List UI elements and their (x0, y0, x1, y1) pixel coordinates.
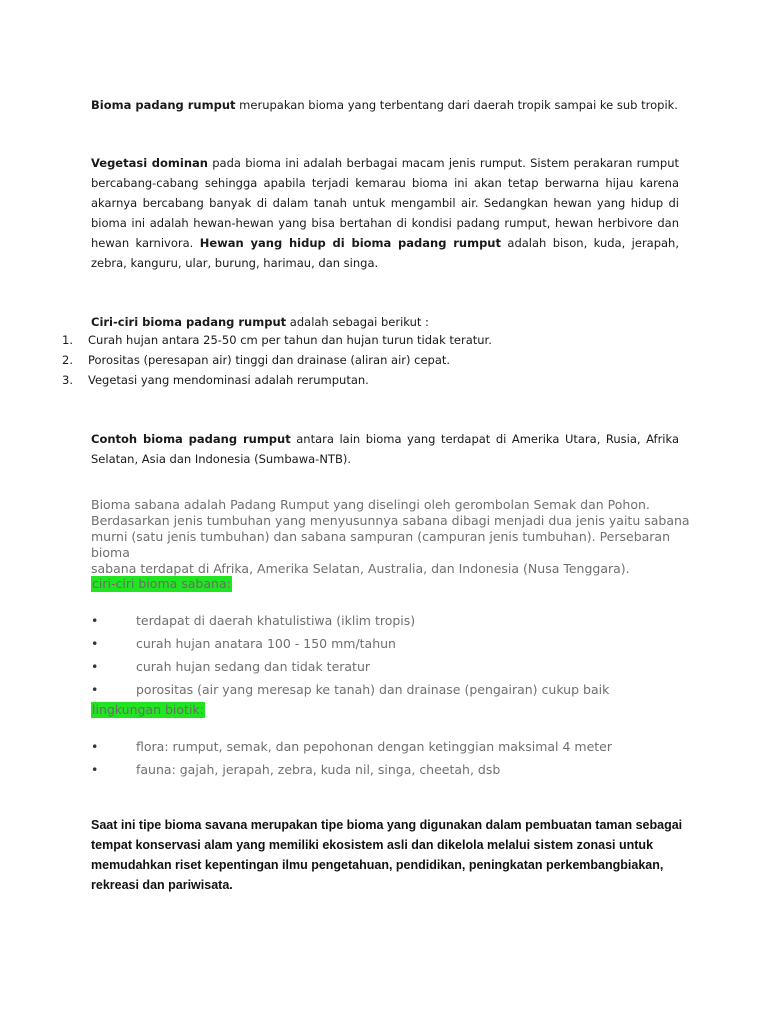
list-item (62, 350, 492, 370)
vegetasi-text-1: pada bioma ini adalah berbagai macam jenis rumput. Sistem perakaran rumput bercabang-cabang sehingga apabila terjadi kemarau bioma ini akan tetap berwarna hijau karena akarnya bercabang banyak di dalam tanah untuk mengambil air. Sedangkan hewan yang hidup di bioma ini adalah hewan-hewan yang bisa bertahan di kondisi padang rumput, hewan herbivore dan hewan karnivora. (91, 156, 679, 250)
list-item (91, 735, 612, 758)
list-text: terdapat di daerah khatulistiwa (iklim tropis) (136, 613, 416, 628)
intro-bold: Bioma padang rumput (91, 98, 236, 112)
vegetasi-bold-1: Vegetasi dominan (91, 156, 208, 170)
list-number: 2. (62, 353, 73, 367)
ciri-list (62, 330, 492, 390)
vegetasi-text-2: adalah bison, kuda, jerapah, zebra, kanguru, ular, burung, harimau, dan singa. (91, 236, 680, 270)
list-text: porositas (air yang meresap ke tanah) dan drainase (pengairan) cukup baik (136, 682, 610, 697)
list-item (91, 632, 609, 655)
sabana-line: Berdasarkan jenis tumbuhan yang menyusunnya sabana dibagi menjadi dua jenis yaitu sabana (91, 513, 690, 528)
contoh-text: antara lain bioma yang terdapat di Amerika Utara, Rusia, Afrika Selatan, Asia dan Indonesia (Sumbawa-NTB). (91, 432, 679, 466)
bullet-icon: • (91, 762, 99, 777)
list-text: flora: rumput, semak, dan pepohonan dengan ketinggian maksimal 4 meter (136, 739, 613, 754)
sabana-line: Bioma sabana adalah Padang Rumput yang diselingi oleh gerombolan Semak dan Pohon. (91, 497, 650, 512)
closing-line: memudahkan riset kepentingan ilmu pengetahuan, pendidikan, peningkatan perkembangbiakan, (91, 858, 664, 872)
list-item (91, 655, 609, 678)
vegetasi-bold-2: Hewan yang hidup di bioma padang rumput (199, 236, 501, 250)
ciri-bold: Ciri-ciri bioma padang rumput (91, 315, 287, 329)
closing-line: Saat ini tipe bioma savana merupakan tipe bioma yang digunakan dalam pembuatan taman sebagai (91, 818, 683, 832)
list-text: Porositas (peresapan air) tinggi dan drainase (aliran air) cepat. (88, 353, 451, 367)
sabana-line: murni (satu jenis tumbuhan) dan sabana sampuran (campuran jenis tumbuhan). Persebaran bioma (91, 529, 671, 560)
list-item (62, 330, 492, 350)
list-item (91, 609, 609, 632)
closing-line: rekreasi dan pariwisata. (91, 878, 233, 892)
list-number: 1. (62, 333, 73, 347)
ciri-sabana-list (91, 609, 609, 701)
closing-line: tempat konservasi alam yang memiliki ekosistem asli dan dikelola melalui sistem zonasi untuk (91, 838, 654, 852)
sabana-line: sabana terdapat di Afrika, Amerika Selatan, Australia, dan Indonesia (Nusa Tenggara). (91, 561, 630, 576)
bullet-icon: • (91, 739, 99, 754)
list-text: curah hujan sedang dan tidak teratur (136, 659, 371, 674)
list-number: 3. (62, 373, 73, 387)
ciri-sabana-heading: ciri-ciri bioma sabana: (92, 576, 231, 591)
sabana-paragraph (91, 497, 691, 577)
bullet-icon: • (91, 659, 99, 674)
intro-paragraph (91, 95, 679, 115)
closing-paragraph (91, 815, 691, 895)
contoh-paragraph (91, 429, 679, 469)
list-item (62, 370, 492, 390)
list-text: fauna: gajah, jerapah, zebra, kuda nil, singa, cheetah, dsb (136, 762, 501, 777)
bullet-icon: • (91, 682, 99, 697)
ciri-text: adalah sebagai berikut : (286, 315, 429, 329)
vegetasi-paragraph (91, 153, 679, 273)
list-item (91, 678, 609, 701)
biotik-heading: lingkungan biotik: (92, 702, 204, 717)
list-text: Vegetasi yang mendominasi adalah rerumputan. (88, 373, 369, 387)
bullet-icon: • (91, 613, 99, 628)
list-text: Curah hujan antara 25-50 cm per tahun dan hujan turun tidak teratur. (88, 333, 492, 347)
list-text: curah hujan anatara 100 - 150 mm/tahun (136, 636, 396, 651)
biotik-list (91, 735, 612, 781)
contoh-bold: Contoh bioma padang rumput (91, 432, 291, 446)
ciri-heading (91, 312, 679, 332)
intro-text: merupakan bioma yang terbentang dari daerah tropik sampai ke sub tropik. (235, 98, 678, 112)
list-item (91, 758, 612, 781)
bullet-icon: • (91, 636, 99, 651)
